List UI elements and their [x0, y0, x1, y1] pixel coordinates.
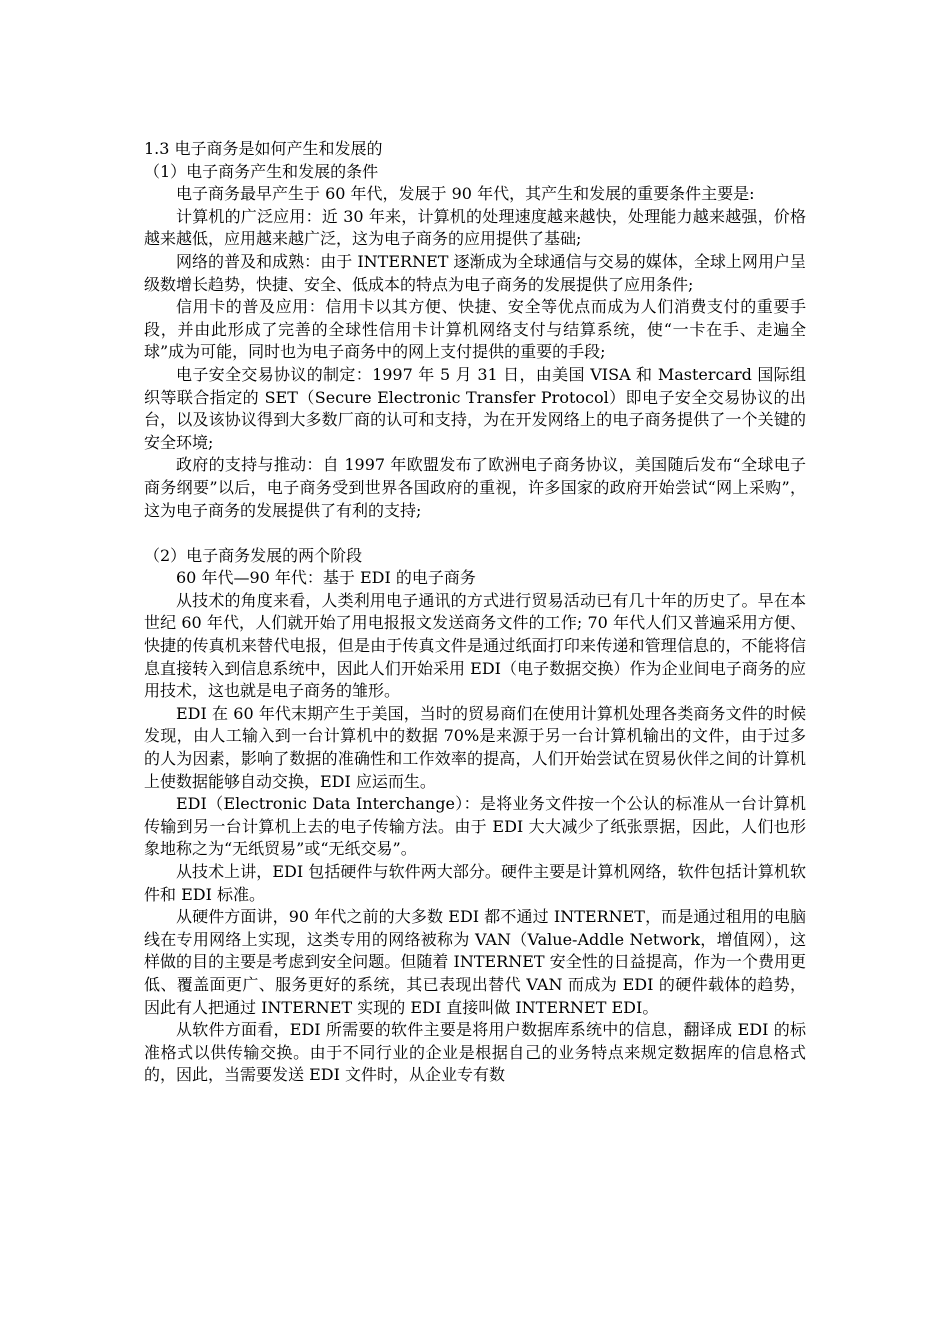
- body-paragraph: 政府的支持与推动：自 1997 年欧盟发布了欧洲电子商务协议，美国随后发布“全球电子商务纲要”以后，电子商务受到世界各国政府的重视，许多国家的政府开始尝试“网上采购”，这为电子商务的发展提供了有利的支持;: [144, 455, 806, 520]
- section-heading: 1.3 电子商务是如何产生和发展的: [144, 139, 383, 158]
- body-paragraph: 网络的普及和成熟：由于 INTERNET 逐渐成为全球通信与交易的媒体，全球上网用户呈级数增长趋势，快捷、安全、低成本的特点为电子商务的发展提供了应用条件;: [144, 251, 806, 294]
- body-paragraph: 从软件方面看，EDI 所需要的软件主要是将用户数据库系统中的信息，翻译成 EDI 的标准格式以供传输交换。由于不同行业的企业是根据自己的业务特点来规定数据库的信息格式的，因此，当需要发送 EDI 文件时，从企业专有数: [144, 1020, 806, 1085]
- blank-line: [144, 522, 806, 545]
- body-paragraph: 从硬件方面讲，90 年代之前的大多数 EDI 都不通过 INTERNET，而是通过租用的电脑线在专用网络上实现，这类专用的网络被称为 VAN（Value-Addle Network，增值网），这样做的目的主要是考虑到安全问题。但随着 INTERNET 安全性的日益提高，作为一个费用更低、覆盖面更广、服务更好的系统，其已表现出替代 VAN 而成为 EDI 的硬件载体的趋势，因此有人把通过 INTERNET 实现的 EDI 直接叫做 INTERNET EDI。: [144, 907, 806, 1017]
- subsection-heading: （1）电子商务产生和发展的条件: [144, 161, 379, 181]
- subsection-heading: （2）电子商务发展的两个阶段: [144, 545, 363, 565]
- body-paragraph: 从技术上讲，EDI 包括硬件与软件两大部分。硬件主要是计算机网络，软件包括计算机软件和 EDI 标准。: [144, 862, 806, 904]
- body-paragraph: EDI 在 60 年代末期产生于美国，当时的贸易商们在使用计算机处理各类商务文件的时候发现，由人工输入到一台计算机中的数据 70%是来源于另一台计算机输出的文件，由于过多的人为因素，影响了数据的准确性和工作效率的提高，人们开始尝试在贸易伙伴之间的计算机上使数据能够自动交换，EDI 应运而生。: [144, 703, 806, 791]
- body-paragraph: 信用卡的普及应用：信用卡以其方便、快捷、安全等优点而成为人们消费支付的重要手段，并由此形成了完善的全球性信用卡计算机网络支付与结算系统，使“一卡在手、走遍全球”成为可能，同时也为电子商务中的网上支付提供的重要的手段;: [144, 297, 806, 362]
- body-paragraph: 从技术的角度来看，人类利用电子通讯的方式进行贸易活动已有几十年的历史了。早在本世纪 60 年代，人们就开始了用电报报文发送商务文件的工作; 70 年代人们又普遍采用方便、快捷的传真机来替代电报，但是由于传真文件是通过纸面打印来传递和管理信息的，不能将信息直接转入到信息系统中，因此人们开始采用 EDI（电子数据交换）作为企业间电子商务的应用技术，这也就是电子商务的雏形。: [144, 590, 806, 701]
- body-paragraph: 电子商务最早产生于 60 年代，发展于 90 年代，其产生和发展的重要条件主要是:: [176, 184, 755, 204]
- body-paragraph: EDI（Electronic Data Interchange）：是将业务文件按一个公认的标准从一台计算机传输到另一台计算机上去的电子传输方法。由于 EDI 大大减少了纸张票据，因此，人们也形象地称之为“无纸贸易”或“无纸交易”。: [144, 794, 806, 859]
- document-page: [144, 138, 806, 1087]
- body-paragraph: 60 年代—90 年代：基于 EDI 的电子商务: [176, 568, 476, 588]
- body-paragraph: 电子安全交易协议的制定：1997 年 5 月 31 日，由美国 VISA 和 Mastercard 国际组织等联合指定的 SET（Secure Electronic Transfer Protocol）即电子安全交易协议的出台，以及该协议得到大多数厂商的认可和支持，为在开发网络上的电子商务提供了一个关键的安全环境;: [144, 364, 806, 452]
- body-paragraph: 计算机的广泛应用：近 30 年来，计算机的处理速度越来越快，处理能力越来越强，价格越来越低，应用越来越广泛，这为电子商务的应用提供了基础;: [144, 206, 806, 249]
